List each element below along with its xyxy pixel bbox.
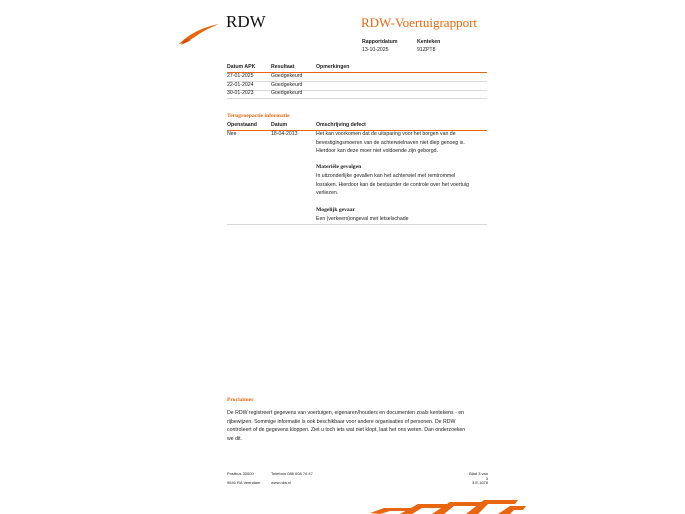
apk-row-date: 30-01-2023 bbox=[227, 90, 254, 96]
meta-value-report-date: 13-10-2025 bbox=[362, 47, 389, 53]
footer-page-number: Blad 3 van 3 bbox=[469, 471, 488, 481]
disclaimer-line: controleert of de gegevens kloppen. Ziet u toch iets wat niet klopt, laat het ons weten. Dan onderzoeken bbox=[227, 427, 466, 433]
apk-row-result: Goedgekeurd bbox=[271, 90, 303, 96]
damage-line: verliezen. bbox=[316, 190, 339, 196]
apk-col-date: Datum APK bbox=[227, 64, 256, 70]
apk-row-date: 27-01-2025 bbox=[227, 73, 254, 79]
row-divider bbox=[227, 98, 487, 99]
disclaimer-line: rijbewijzen. Sommige informatie is ook beschikbaar voor andere organisaties of personen. De RDW bbox=[227, 418, 456, 425]
apk-row-result: Goedgekeurd bbox=[271, 73, 303, 79]
disclaimer-line: De RDW registreert gegevens van voertuigen, eigenaren/houders en documenten zoals kentekens - en bbox=[227, 410, 465, 416]
damage-line: In uitzonderlijke gevallen kan het achterwiel met remtrommel bbox=[316, 173, 456, 179]
apk-col-result: Resultaat bbox=[271, 64, 295, 70]
decorative-arrows-icon bbox=[370, 499, 530, 514]
meta-value-license-plate: 91ZPT8 bbox=[417, 47, 436, 53]
damage-line: losraken. Hierdoor kan de bestuurder de controle over het voertuig bbox=[316, 181, 469, 188]
recall-defect-description bbox=[316, 130, 465, 156]
footer-city: 9640 RA Veendam bbox=[227, 480, 261, 485]
recall-end-divider bbox=[227, 224, 487, 225]
logo-text: RDW bbox=[226, 12, 266, 31]
apk-row-date: 22-01-2024 bbox=[227, 81, 254, 88]
recall-date-value: 18-04-2013 bbox=[271, 130, 298, 137]
footer-website-link[interactable]: www.rdw.nl bbox=[271, 480, 292, 485]
recall-section-title: Terugroepactie informatie bbox=[227, 113, 290, 119]
danger-description bbox=[316, 215, 409, 224]
danger-title: Mogelijk gevaar bbox=[316, 207, 355, 213]
footer-phone: Telefoon 088 008 74 47 bbox=[271, 471, 313, 476]
disclaimer-title: Proclaimer bbox=[227, 397, 254, 403]
defect-line: bevestigingsmoeren van de achterwielnaven niet diep genoeg is. bbox=[316, 139, 465, 146]
meta-label-license-plate: Kenteken bbox=[417, 39, 441, 45]
apk-col-remarks: Opmerkingen bbox=[316, 64, 350, 70]
recall-open-value: Nee bbox=[227, 130, 237, 137]
disclaimer-line: we dit. bbox=[227, 435, 242, 442]
footer-postbus: Postbus 30000 bbox=[227, 471, 254, 476]
disclaimer-text bbox=[227, 409, 465, 443]
danger-line: Een (verkeers)ongeval met letselschade bbox=[316, 216, 409, 222]
damage-description bbox=[316, 172, 469, 198]
footer-code: 3.E.1678 bbox=[471, 480, 488, 485]
rdw-logo-icon bbox=[177, 22, 221, 46]
meta-label-report-date: Rapportdatum bbox=[362, 39, 398, 45]
defect-line: Hierdoor kan deze moer niet voldoende zijn geborgd. bbox=[316, 148, 438, 154]
defect-line: Het kan voorkomen dat de uitsparing voor het borgen van de bbox=[316, 131, 456, 137]
recall-col-date: Datum bbox=[271, 121, 288, 128]
recall-col-defect: Omschrijving defect bbox=[316, 121, 366, 128]
recall-col-open: Openstaand bbox=[227, 121, 257, 128]
apk-row-result: Goedgekeurd bbox=[271, 81, 303, 88]
report-title: RDW-Voertuigrapport bbox=[361, 15, 478, 30]
damage-title: Materiële gevolgen bbox=[316, 164, 362, 170]
